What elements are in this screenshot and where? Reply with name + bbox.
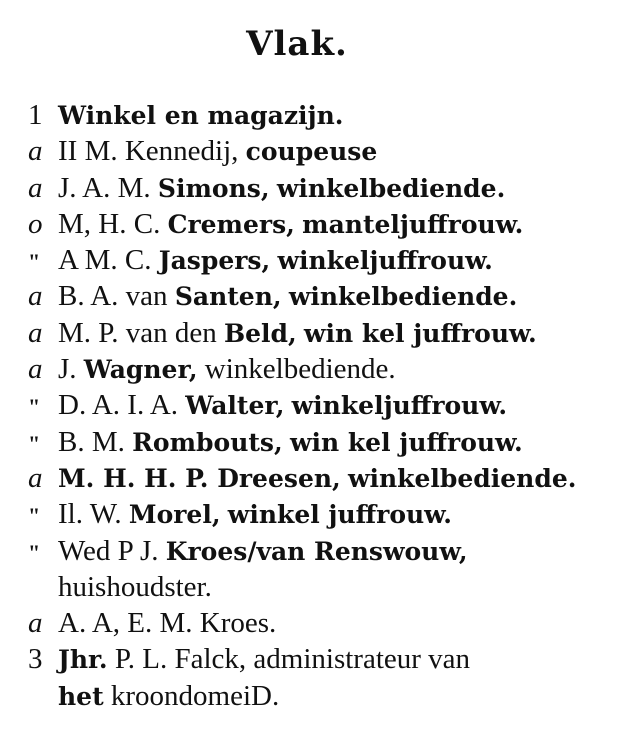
entry-names: huishoudster. bbox=[58, 570, 212, 603]
list-item bbox=[28, 533, 588, 569]
list-item bbox=[28, 278, 588, 314]
entry-surname: Jhr. bbox=[58, 645, 108, 675]
entry-surname: Santen, bbox=[174, 282, 282, 312]
entry-occupation: winkel juffrouw. bbox=[227, 500, 452, 530]
entry-names: B. A. van bbox=[58, 280, 168, 313]
entry-surname: Morel, bbox=[128, 500, 221, 530]
list-item bbox=[28, 170, 588, 206]
entry-names: Il. W. bbox=[58, 498, 122, 531]
entry-mark: a bbox=[28, 280, 43, 313]
entry-mark: o bbox=[28, 207, 43, 240]
entry-mark: " bbox=[28, 430, 41, 456]
list-item-continuation bbox=[28, 678, 588, 714]
list-item bbox=[28, 460, 588, 496]
list-item bbox=[28, 351, 588, 387]
entry-occupation: winkeljuffrouw. bbox=[291, 391, 508, 421]
entry-occupation: win kel juffrouw. bbox=[303, 318, 537, 348]
entry-names: II M. Kennedij, bbox=[58, 135, 239, 168]
entry-names: B. M. bbox=[58, 425, 125, 458]
entry-occupation: winkelbediende. bbox=[204, 353, 396, 386]
entry-surname: Rombouts, bbox=[132, 427, 283, 457]
entry-names: M, H. C. bbox=[58, 207, 161, 240]
list-item bbox=[28, 387, 588, 423]
entry-mark: a bbox=[28, 171, 43, 204]
entry-mark: a bbox=[28, 607, 43, 640]
entry-names: A. A, E. M. Kroes. bbox=[58, 607, 277, 640]
list-item bbox=[28, 133, 588, 169]
entry-mark: " bbox=[28, 249, 41, 275]
list-item-continuation bbox=[28, 569, 588, 605]
entry-occupation: manteljuffrouw. bbox=[302, 209, 524, 239]
entry-surname: Walter, bbox=[185, 391, 285, 421]
entry-mark: 3 bbox=[28, 643, 43, 676]
entry-surname: Kroes/van Renswouw, bbox=[165, 536, 468, 566]
entry-names: J. bbox=[58, 353, 77, 386]
entry-names: M. P. van den bbox=[58, 316, 217, 349]
entry-occupation: winkeljuffrouw. bbox=[277, 246, 493, 276]
entry-names: J. A. M. bbox=[58, 171, 151, 204]
entry-mark: a bbox=[28, 461, 43, 494]
entry-occupation: coupeuse bbox=[245, 137, 378, 167]
entry-surname: het bbox=[58, 681, 104, 711]
entry-names: Wed P J. bbox=[58, 534, 159, 567]
entry-mark: a bbox=[28, 353, 43, 386]
list-item bbox=[28, 242, 588, 278]
entry-list bbox=[28, 97, 588, 714]
entry-surname: Simons, bbox=[157, 173, 270, 203]
entry-names: A M. C. bbox=[58, 244, 152, 277]
entry-mark: " bbox=[28, 394, 41, 420]
entry-occupation: winkelbediende. bbox=[288, 282, 518, 312]
list-item bbox=[28, 315, 588, 351]
entry-mark: 1 bbox=[28, 99, 43, 131]
entry-occupation: kroondomeiD. bbox=[110, 679, 280, 712]
entry-surname: Wagner, bbox=[83, 355, 198, 385]
entry-surname: Winkel en magazijn. bbox=[58, 101, 344, 130]
list-item bbox=[28, 496, 588, 532]
entry-mark: " bbox=[28, 539, 41, 565]
list-item bbox=[28, 206, 588, 242]
entry-surname: Jaspers, bbox=[158, 246, 271, 276]
entry-surname: Beld, bbox=[223, 318, 297, 348]
entry-occupation: winkelbediende. bbox=[347, 463, 577, 493]
entry-mark: a bbox=[28, 135, 43, 168]
entry-mark: a bbox=[28, 316, 43, 349]
list-item bbox=[28, 641, 588, 677]
list-item bbox=[28, 605, 588, 641]
page-heading: Vlak. bbox=[246, 24, 348, 64]
entry-surname: Cremers, bbox=[167, 209, 295, 239]
list-item bbox=[28, 97, 588, 133]
entry-occupation: winkelbediende. bbox=[276, 173, 506, 203]
entry-surname: M. H. H. P. Dreesen, bbox=[58, 463, 341, 493]
entry-occupation: P. L. Falck, administrateur van bbox=[114, 643, 471, 676]
list-item bbox=[28, 424, 588, 460]
entry-mark: " bbox=[28, 503, 41, 529]
entry-names: D. A. I. A. bbox=[58, 389, 179, 422]
entry-occupation: win kel juffrouw. bbox=[289, 427, 523, 457]
